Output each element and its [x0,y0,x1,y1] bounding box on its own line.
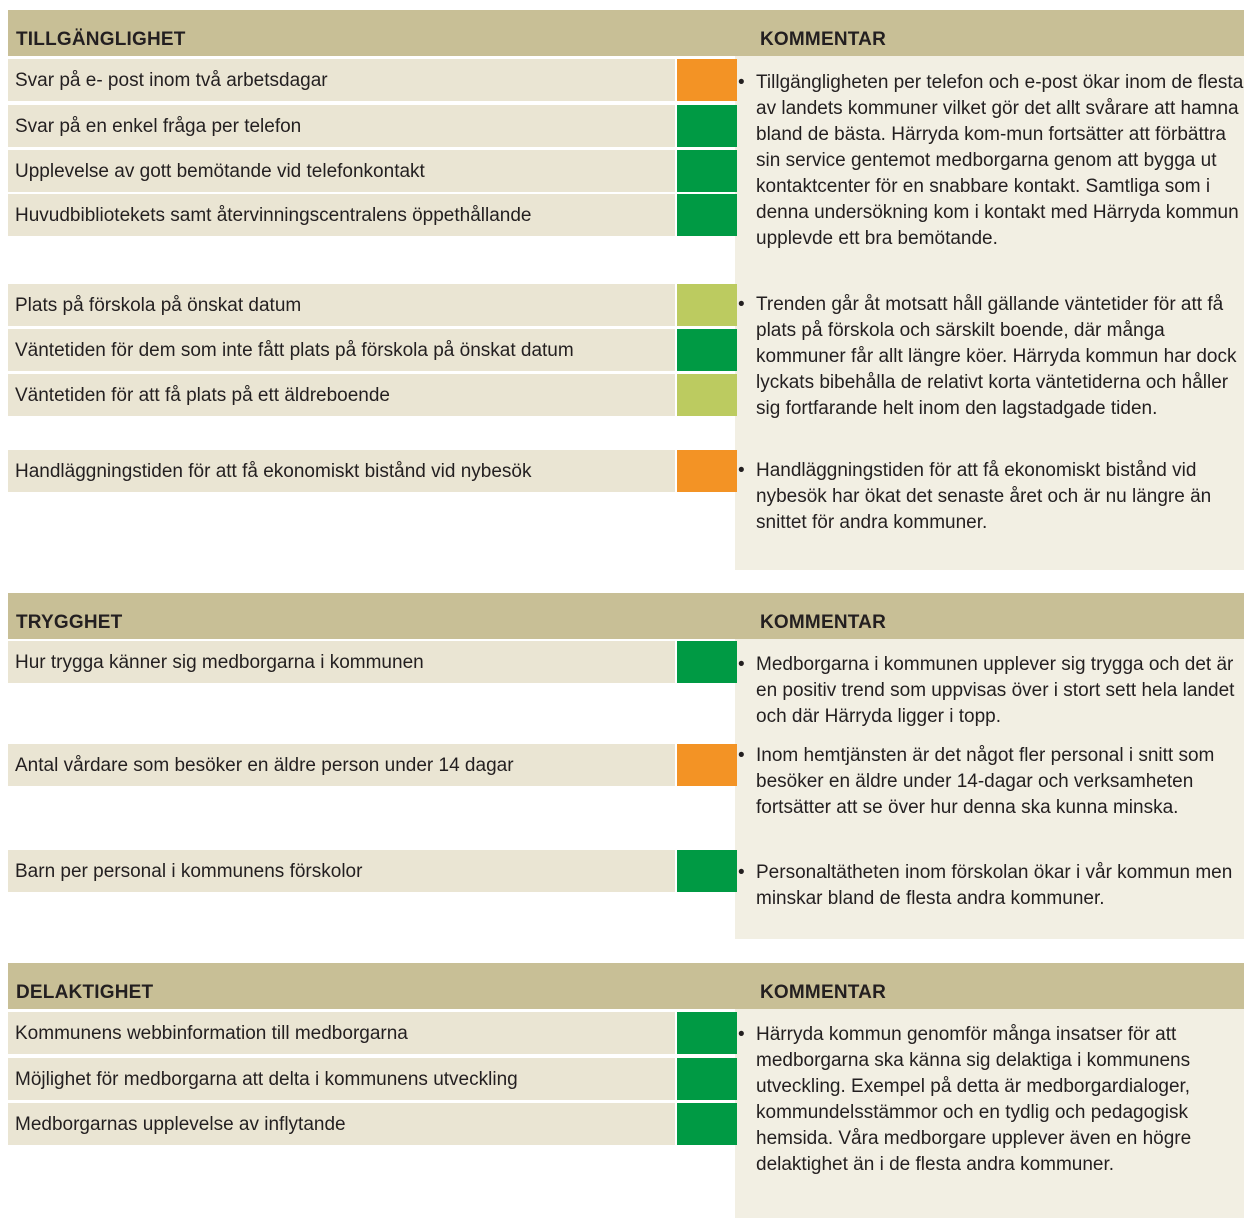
status-indicator [677,850,737,892]
section-header [8,593,1244,639]
bullet: • [738,862,745,883]
status-indicator [677,105,737,147]
row-label: Huvudbibliotekets samt återvinningscentralens öppethållande [15,205,532,226]
row-label: Hur trygga känner sig medborgarna i kommunen [15,652,424,673]
comment-paragraph [738,652,1244,730]
comment-paragraph [738,860,1244,912]
row-label: Antal vårdare som besöker en äldre person under 14 dagar [15,755,514,776]
status-indicator [677,1012,737,1054]
row-label: Svar på en enkel fråga per telefon [15,116,302,137]
comment-text: Medborgarna i kommunen upplever sig trygga och det är en positiv trend som uppvisas över i stort sett hela landet och där Härryda ligger i topp. [756,654,1235,727]
status-indicator [677,150,737,192]
bullet: • [738,1024,745,1045]
bullet: • [738,654,745,675]
section-tillganglighet [8,10,1244,570]
comment-paragraph [738,1022,1244,1178]
status-indicator [677,1103,737,1145]
comment-header: KOMMENTAR [760,612,886,633]
comment-paragraph [738,743,1244,821]
comment-header: KOMMENTAR [760,982,886,1003]
status-indicator [677,744,737,786]
section-header [8,963,1244,1009]
table-row [8,194,737,236]
table-row [8,105,737,147]
table-row [8,744,737,786]
table-row [8,374,737,416]
table-row [8,284,737,326]
bullet: • [738,460,745,481]
bullet: • [738,72,745,93]
row-label: Barn per personal i kommunens förskolor [15,861,363,882]
row-label: Väntetiden för att få plats på ett äldreboende [15,385,390,406]
row-label: Handläggningstiden för att få ekonomiskt bistånd vid nybesök [15,461,532,482]
table-row [8,329,737,371]
table-row [8,1012,737,1054]
row-label: Möjlighet för medborgarna att delta i kommunens utveckling [15,1069,518,1090]
comment-text: Handläggningstiden för att få ekonomiskt bistånd vid nybesök har ökat det senaste året och är nu längre än snittet för andra kommuner. [756,460,1212,533]
comment-text: Inom hemtjänsten är det något fler personal i snitt som besöker en äldre under 14-dagar och verksamheten fortsätter att se över hur denna ska kunna minska. [756,745,1215,818]
comment-text: Härryda kommun genomför många insatser för att medborgarna ska känna sig delaktiga i kommunens utveckling. Exempel på detta är medborgardialoger, kommundelsstämmor och en tydlig och pedagogisk hemsida. Våra medborgare upplever även en högre delaktighet än i de flesta andra kommuner. [756,1024,1192,1175]
section-trygghet [8,593,1244,939]
status-indicator [677,641,737,683]
status-indicator [677,194,737,236]
status-indicator [677,1058,737,1100]
row-label: Medborgarnas upplevelse av inflytande [15,1114,346,1135]
status-indicator [677,329,737,371]
table-row [8,59,737,101]
row-label: Kommunens webbinformation till medborgarna [15,1023,408,1044]
comment-header: KOMMENTAR [760,29,886,50]
comment-text: Tillgängligheten per telefon och e-post ökar inom de flesta av landets kommuner vilket gör det allt svårare att hamna bland de bästa. Härryda kom-mun fortsätter att förbättra sin service gentemot medborgarna genom att bygga ut kontaktcenter för en snabbare kontakt. Samtliga som i denna undersökning kom i kontakt med Härryda kommun upplevde ett bra bemötande. [756,72,1244,249]
status-indicator [677,284,737,326]
bullet: • [738,294,745,315]
comment-paragraph [738,458,1244,536]
table-row [8,450,737,492]
section-title: TILLGÄNGLIGHET [16,29,186,50]
row-label: Plats på förskola på önskat datum [15,295,302,316]
section-title: DELAKTIGHET [16,982,154,1003]
comment-paragraph [738,292,1244,422]
comment-paragraph [738,70,1244,252]
section-header [8,10,1244,56]
section-delaktighet [8,963,1244,1218]
row-label: Svar på e- post inom två arbetsdagar [15,70,328,91]
comment-text: Personaltätheten inom förskolan ökar i vår kommun men minskar bland de flesta andra kommuner. [756,862,1233,909]
comment-text: Trenden går åt motsatt håll gällande väntetider för att få plats på förskola och särskilt boende, där många kommuner får allt längre köer. Härryda kommun har dock lyckats bibehålla de relativt korta väntetiderna och håller sig fortfarande helt inom den lagstadgade tiden. [756,294,1237,419]
table-row [8,1058,737,1100]
row-label: Upplevelse av gott bemötande vid telefonkontakt [15,161,425,182]
status-indicator [677,59,737,101]
section-title: TRYGGHET [16,612,123,633]
table-row [8,850,737,892]
status-indicator [677,374,737,416]
bullet: • [738,745,745,766]
table-row [8,150,737,192]
row-label: Väntetiden för dem som inte fått plats på förskola på önskat datum [15,340,574,361]
status-indicator [677,450,737,492]
table-row [8,1103,737,1145]
table-row [8,641,737,683]
